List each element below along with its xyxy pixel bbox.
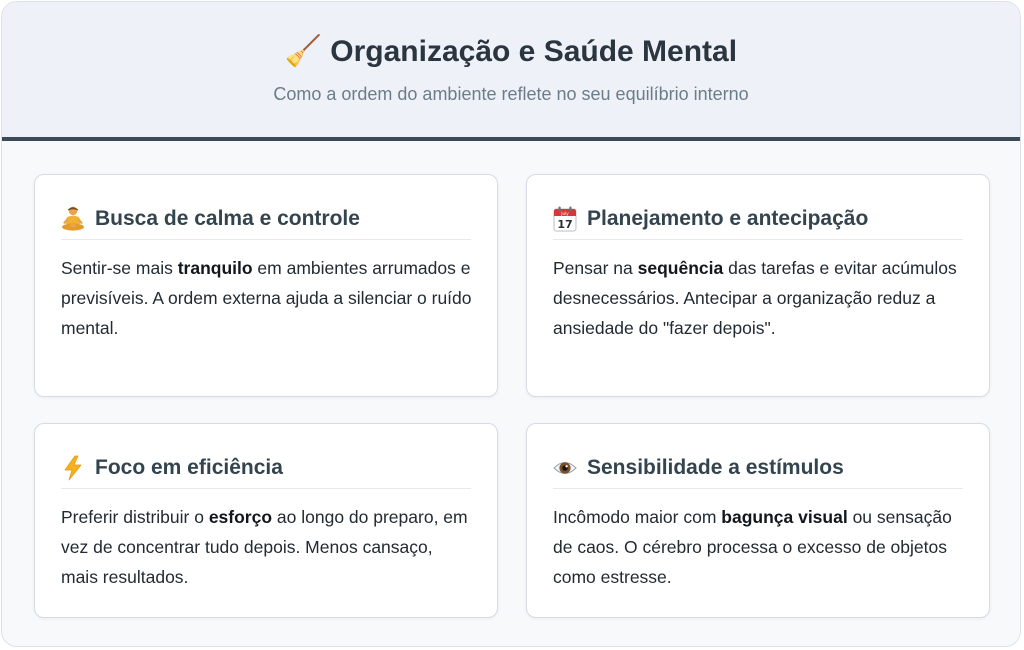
card-title: Busca de calma e controle bbox=[95, 207, 360, 230]
card-title: Foco em eficiência bbox=[95, 456, 283, 479]
card-text: Incômodo maior com bbox=[553, 507, 722, 527]
card-body bbox=[61, 253, 473, 343]
page-header bbox=[2, 2, 1020, 141]
calendar-icon bbox=[553, 206, 577, 232]
page-subtitle: Como a ordem do ambiente reflete no seu equilíbrio interno bbox=[273, 84, 749, 104]
card-text: ou sensação de caos. O cérebro processa o excesso de objetos como estresse. bbox=[553, 507, 952, 587]
card-text: em ambientes arrumados e previsíveis. A ordem externa ajuda a silenciar o ruído mental. bbox=[61, 258, 472, 338]
card-emphasis: tranquilo bbox=[177, 258, 253, 278]
page-frame bbox=[1, 1, 1021, 647]
card-efficiency bbox=[34, 423, 498, 618]
card-header bbox=[61, 199, 471, 240]
card-body bbox=[61, 502, 473, 592]
eye-icon bbox=[553, 455, 577, 481]
card-text: das tarefas e evitar acúmulos desnecessários. Antecipar a organização reduz a ansiedade do "fazer depois". bbox=[553, 258, 957, 338]
card-header bbox=[553, 448, 963, 489]
broom-icon: 🧹 bbox=[284, 34, 323, 69]
card-emphasis: bagunça visual bbox=[721, 507, 848, 527]
card-emphasis: esforço bbox=[208, 507, 273, 527]
card-stimuli bbox=[526, 423, 990, 618]
card-title: Sensibilidade a estímulos bbox=[587, 456, 844, 479]
page-title bbox=[2, 32, 1020, 72]
card-text: Sentir-se mais bbox=[61, 258, 178, 278]
card-title: Planejamento e antecipação bbox=[587, 207, 869, 230]
card-body bbox=[553, 253, 965, 343]
card-body bbox=[553, 502, 965, 592]
card-header bbox=[553, 199, 963, 240]
calendar-month-label: July bbox=[561, 210, 569, 216]
card-text: Pensar na bbox=[553, 258, 638, 278]
page-title-text: Organização e Saúde Mental bbox=[330, 35, 738, 68]
calendar-day-label: 17 bbox=[557, 218, 573, 231]
card-text: ao longo do preparo, em vez de concentrar tudo depois. Menos cansaço, mais resultados. bbox=[61, 507, 468, 587]
card-planning bbox=[526, 174, 990, 397]
lightning-icon bbox=[61, 455, 85, 481]
card-text: Preferir distribuir o bbox=[61, 507, 209, 527]
card-emphasis: sequência bbox=[637, 258, 724, 278]
card-calm-control bbox=[34, 174, 498, 397]
meditation-person-icon bbox=[61, 206, 85, 232]
card-header bbox=[61, 448, 471, 489]
